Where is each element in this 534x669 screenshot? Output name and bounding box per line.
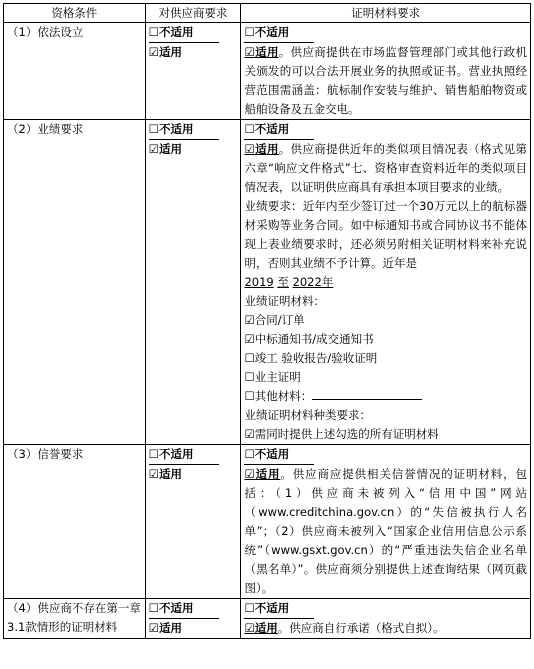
empty-checkbox-icon: ☐ (244, 601, 255, 615)
option-label: 不适用 (158, 447, 194, 461)
performance-requirement: 业绩要求：近年内至少签订过一个30万元以上的航标器材采购等业务合同。如中标通知书或合同协议书不能体现上表业绩要求时，还必须另附相关证明材料来补充说明，否则其业绩不予计算。近年是 (244, 199, 527, 270)
option-label: 适用 (158, 142, 182, 156)
empty-checkbox-icon: ☐ (244, 447, 255, 461)
year-to: 2022 (292, 275, 322, 289)
evidence-item[interactable] (244, 368, 527, 387)
kind-title: 业绩证明材料种类要求： (244, 408, 371, 422)
other-material-blank[interactable] (312, 387, 422, 400)
header-evidence-requirement: 证明材料要求 (241, 4, 531, 23)
requirement-cell (145, 23, 241, 120)
empty-checkbox-icon: ☐ (244, 370, 255, 384)
evidence-description: 。供应商提供近年的类似项目情况表（格式见第六章“响应文件格式”七、资格审查资料近年的类似项目情况表，以证明供应商具有承担本项目要求的业绩。 (244, 142, 528, 194)
option-not-applicable[interactable] (244, 445, 527, 465)
empty-checkbox-icon: ☐ (244, 389, 255, 403)
table-row (4, 599, 531, 639)
evidence-text (244, 619, 527, 638)
condition-text: （4）供应商不存在第一章3.1款情形的证明材料 (7, 601, 141, 634)
option-applicable[interactable] (149, 140, 238, 159)
condition-text: （2）业绩要求 (7, 122, 84, 136)
evidence-text (244, 140, 527, 197)
option-not-applicable[interactable] (244, 120, 527, 140)
option-not-applicable[interactable] (244, 599, 527, 619)
option-label: 不适用 (158, 122, 194, 136)
header-condition: 资格条件 (4, 4, 146, 23)
evidence-description: 。供应商应提供相关信誉情况的证明材料，包括：（1）供应商未被列入“信用中国”网站（www.creditchina.gov.cn）的“失信被执行人名单”；（2）供应商未被列入“国家企业信用信息公示系统”（www.gsxt.gov.cn）的“严重违法失信企业名单（黑名单）”。供应商须分别提供上述查询结果（网页截图）。 (244, 467, 527, 595)
condition-text: （3）信誉要求 (7, 447, 84, 461)
empty-checkbox-icon: ☐ (148, 25, 159, 39)
option-applicable[interactable] (149, 465, 238, 484)
evidence-item-label: 合同/订单 (254, 313, 305, 327)
evidence-item[interactable] (244, 387, 527, 406)
table-row (4, 23, 531, 120)
evidence-item-label: 其他材料： (254, 389, 313, 403)
year-unit: 年 (321, 275, 334, 289)
empty-checkbox-icon: ☐ (148, 447, 159, 461)
checked-checkbox-icon: ☑ (244, 467, 255, 481)
evidence-cell (241, 445, 531, 599)
option-applicable[interactable] (244, 45, 278, 59)
checked-checkbox-icon: ☑ (244, 313, 255, 327)
option-label: 不适用 (158, 601, 194, 615)
checked-checkbox-icon: ☑ (148, 467, 159, 481)
option-not-applicable[interactable] (149, 120, 238, 140)
evidence-cell (241, 120, 531, 445)
condition-cell (4, 445, 146, 599)
checked-checkbox-icon: ☑ (244, 332, 255, 346)
empty-checkbox-icon: ☐ (148, 601, 159, 615)
option-applicable[interactable] (149, 619, 238, 638)
kind-item[interactable] (244, 425, 527, 444)
option-label: 不适用 (254, 25, 290, 39)
checked-checkbox-icon: ☑ (244, 427, 255, 441)
option-applicable[interactable] (244, 142, 278, 156)
option-applicable[interactable] (244, 467, 280, 481)
option-label: 适用 (158, 45, 182, 59)
year-from: 2019 (244, 275, 274, 289)
checked-checkbox-icon: ☑ (244, 142, 255, 156)
requirement-cell (145, 599, 241, 639)
option-not-applicable[interactable] (244, 23, 527, 43)
year-range (244, 273, 527, 292)
option-label: 适用 (254, 621, 278, 635)
year-to-word: 至 (277, 275, 289, 289)
evidence-description: 。供应商自行承诺（格式自拟）。 (277, 621, 445, 635)
evidence-title: 业绩证明材料： (244, 294, 325, 308)
empty-checkbox-icon: ☐ (148, 122, 159, 136)
condition-cell (4, 599, 146, 639)
evidence-text (244, 43, 527, 119)
checked-checkbox-icon: ☑ (148, 142, 159, 156)
evidence-item-label: 竣工 验收报告/验收证明 (254, 351, 378, 365)
option-label: 不适用 (158, 25, 194, 39)
kind-item-label: 需同时提供上述勾选的所有证明材料 (254, 427, 439, 441)
condition-text: （1）依法设立 (7, 25, 84, 39)
evidence-item[interactable] (244, 330, 527, 349)
empty-checkbox-icon: ☐ (244, 351, 255, 365)
option-not-applicable[interactable] (149, 23, 238, 43)
evidence-item[interactable] (244, 311, 527, 330)
option-label: 适用 (254, 467, 281, 481)
checked-checkbox-icon: ☑ (148, 45, 159, 59)
evidence-cell (241, 23, 531, 120)
condition-cell (4, 120, 146, 445)
option-label: 适用 (158, 467, 182, 481)
requirement-cell (145, 445, 241, 599)
option-not-applicable[interactable] (149, 599, 238, 619)
header-supplier-requirement: 对供应商要求 (145, 4, 241, 23)
checked-checkbox-icon: ☑ (244, 621, 255, 635)
checked-checkbox-icon: ☑ (148, 621, 159, 635)
evidence-item-label: 业主证明 (254, 370, 301, 384)
table-row (4, 445, 531, 599)
option-label: 不适用 (254, 601, 290, 615)
option-not-applicable[interactable] (149, 445, 238, 465)
empty-checkbox-icon: ☐ (244, 122, 255, 136)
condition-cell (4, 23, 146, 120)
option-applicable[interactable] (244, 621, 277, 635)
option-label: 适用 (158, 621, 182, 635)
option-applicable[interactable] (149, 43, 238, 62)
evidence-description: 。供应商提供在市场监督管理部门或其他行政机关颁发的可以合法开展业务的执照或证书。营业执照经营范围需涵盖：航标制作安装与维护、销售船舶物资或船舶设备及五金交电。 (244, 45, 528, 116)
empty-checkbox-icon: ☐ (244, 25, 255, 39)
option-label: 不适用 (254, 122, 290, 136)
option-label: 适用 (254, 142, 279, 156)
table-row (4, 120, 531, 445)
option-label: 不适用 (254, 447, 290, 461)
evidence-text (244, 465, 527, 598)
qualification-table (3, 3, 531, 639)
evidence-item-label: 中标通知书/成交通知书 (254, 332, 374, 346)
evidence-item[interactable] (244, 349, 527, 368)
checked-checkbox-icon: ☑ (244, 45, 255, 59)
requirement-cell (145, 120, 241, 445)
evidence-cell (241, 599, 531, 639)
table-header-row (4, 4, 531, 23)
option-label: 适用 (254, 45, 279, 59)
